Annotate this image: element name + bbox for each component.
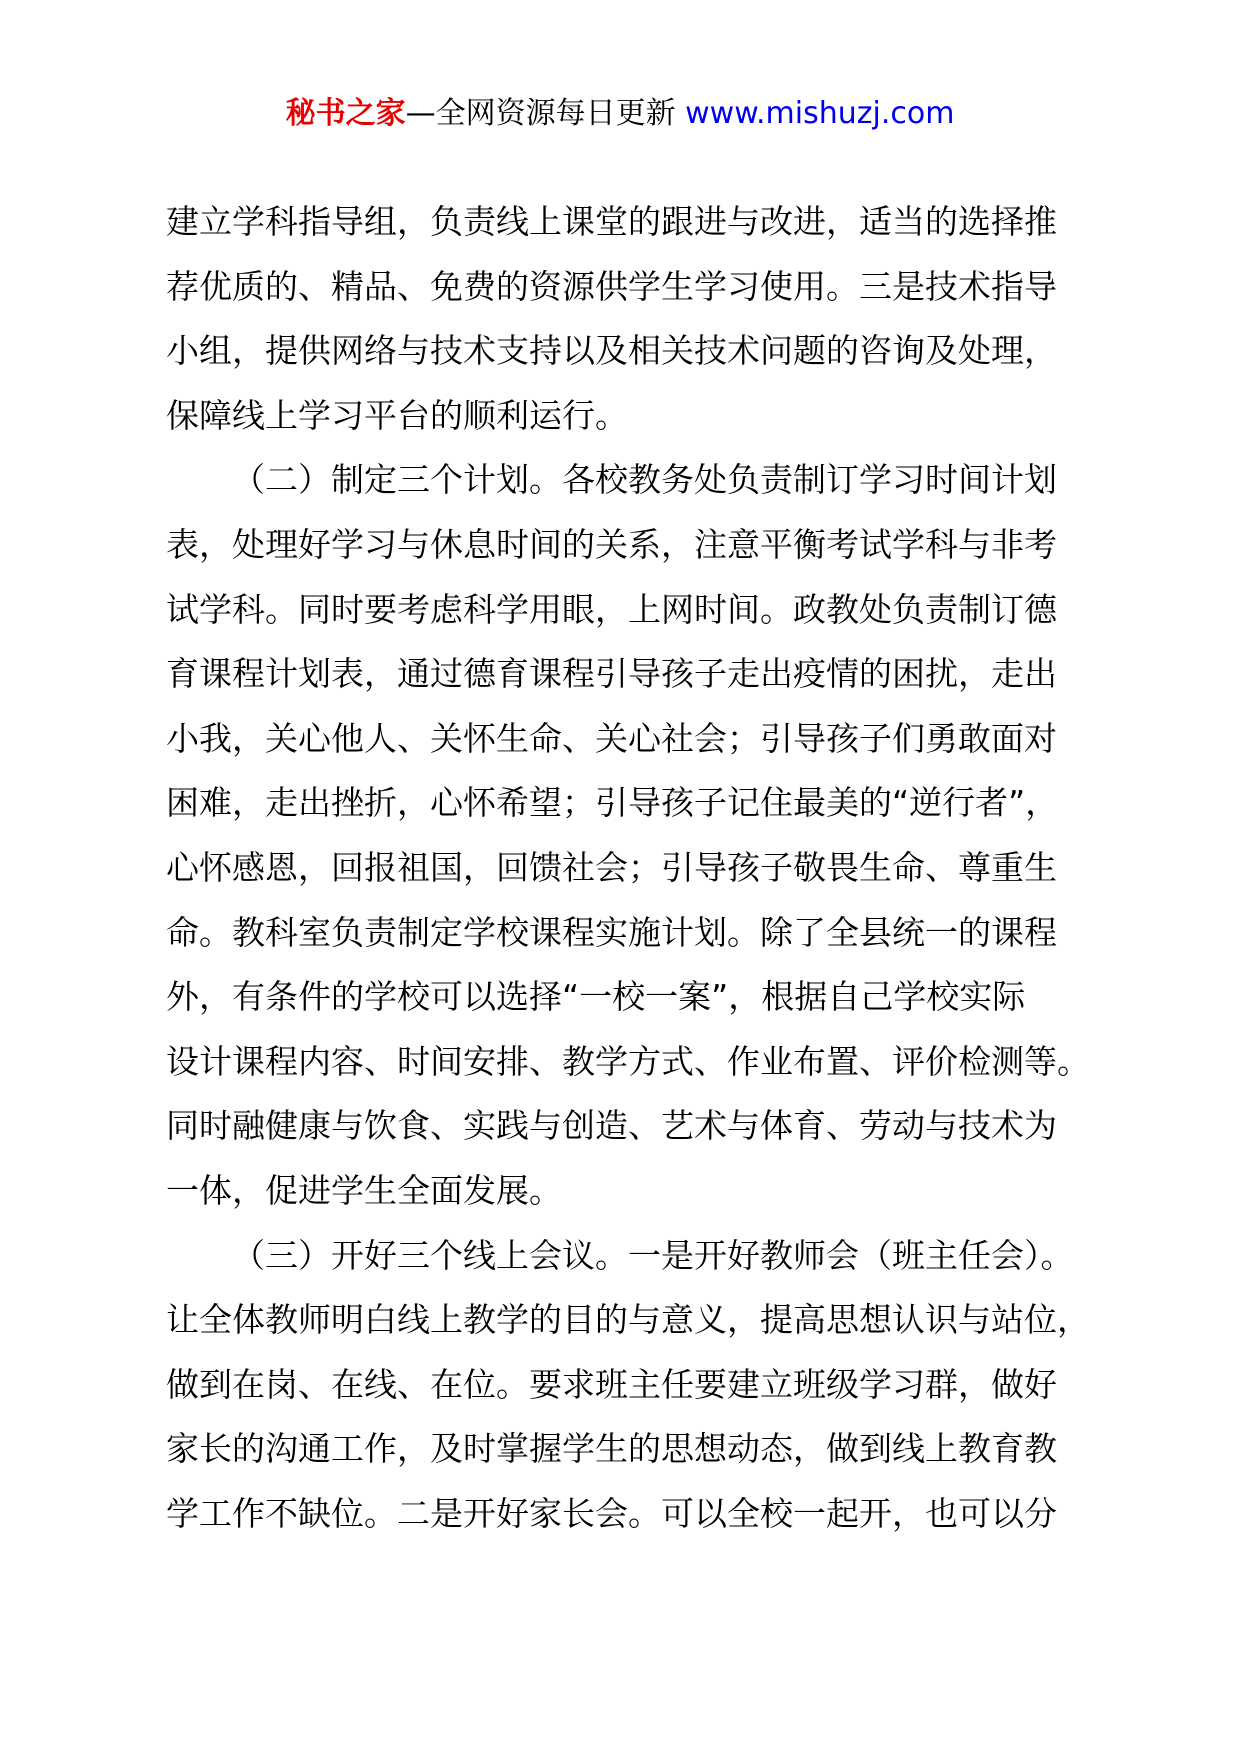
paragraph-line: 家长的沟通工作，及时掌握学生的思想动态，做到线上教育教: [166, 1429, 1057, 1469]
document-body: [166, 190, 1090, 1546]
paragraph-line: 困难，走出挫折，心怀希望；引导孩子记住最美的“逆行者”，: [166, 783, 1059, 823]
paragraph-line: 外，有条件的学校可以选择“一校一案”，根据自己学校实际: [166, 977, 1026, 1017]
header-tagline: —全网资源每日更新: [405, 96, 686, 131]
paragraph-first-line: （三）开好三个线上会议。一是开好教师会（班主任会）。: [232, 1235, 1074, 1275]
paragraph-line: 同时融健康与饮食、实践与创造、艺术与体育、劳动与技术为: [166, 1106, 1057, 1146]
website-link[interactable]: www.mishuzj.com: [685, 96, 955, 131]
paragraph-line: 学工作不缺位。二是开好家长会。可以全校一起开，也可以分: [166, 1493, 1057, 1533]
page-header: [0, 92, 1240, 136]
paragraph-line: 做到在岗、在线、在位。要求班主任要建立班级学习群，做好: [166, 1364, 1057, 1404]
paragraph-line: 一体，促进学生全面发展。: [166, 1170, 562, 1210]
brand-name: 秘书之家: [285, 96, 406, 131]
paragraph-line: 小我，关心他人、关怀生命、关心社会；引导孩子们勇敢面对: [166, 718, 1057, 758]
paragraph-line: 试学科。同时要考虑科学用眼，上网时间。政教处负责制订德: [166, 589, 1057, 629]
paragraph-first-line: （二）制定三个计划。各校教务处负责制订学习时间计划: [232, 460, 1057, 500]
paragraph-line: 心怀感恩，回报祖国，回馈社会；引导孩子敬畏生命、尊重生: [166, 847, 1057, 887]
paragraph-line: 保障线上学习平台的顺利运行。: [166, 395, 628, 435]
paragraph-line: 建立学科指导组，负责线上课堂的跟进与改进，适当的选择推: [166, 202, 1057, 241]
paragraph-line: 表，处理好学习与休息时间的关系，注意平衡考试学科与非考: [166, 524, 1057, 564]
paragraph-line: 命。教科室负责制定学校课程实施计划。除了全县统一的课程: [166, 912, 1057, 952]
paragraph-line: 育课程计划表，通过德育课程引导孩子走出疫情的困扰，走出: [166, 654, 1057, 694]
paragraph-line: 小组，提供网络与技术支持以及相关技术问题的咨询及处理，: [166, 331, 1057, 371]
paragraph-line: 设计课程内容、时间安排、教学方式、作业布置、评价检测等。: [166, 1041, 1090, 1081]
paragraph-line: 让全体教师明白线上教学的目的与意义，提高思想认识与站位，: [166, 1300, 1090, 1340]
paragraph-line: 荐优质的、精品、免费的资源供学生学习使用。三是技术指导: [166, 266, 1057, 306]
